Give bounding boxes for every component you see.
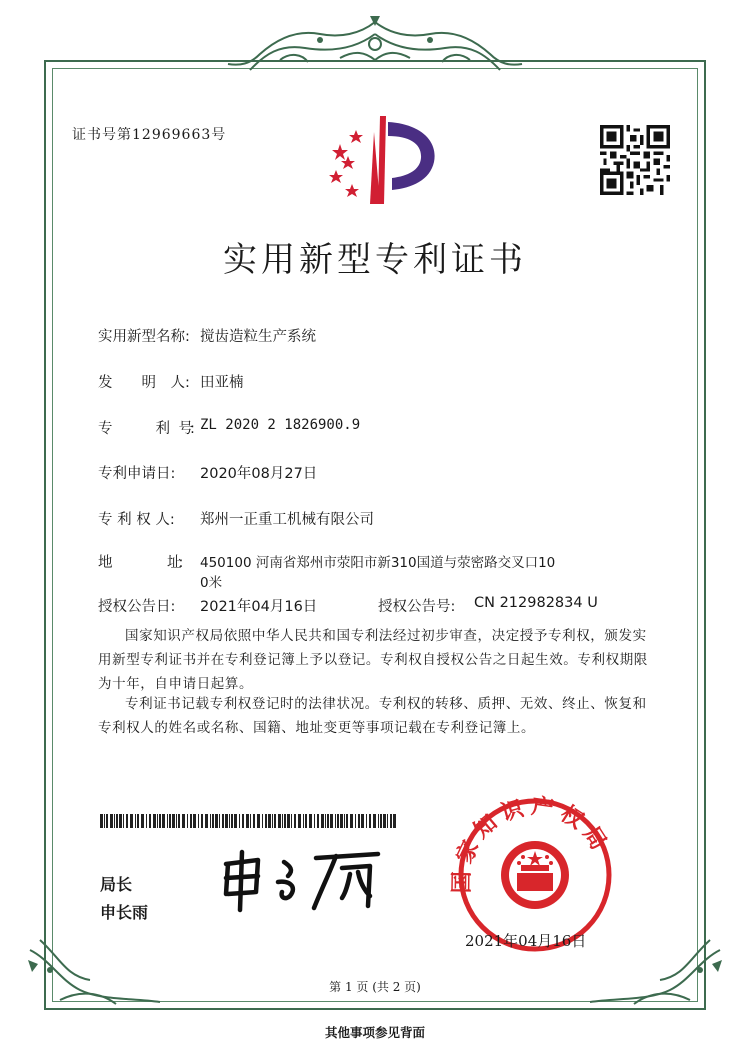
patent-office-logo-icon [322, 112, 442, 208]
field-value-name: 搅齿造粒生产系统 [200, 329, 316, 345]
field-label-name: 实用新型名称: [98, 329, 190, 345]
field-value-address: 450100 河南省郑州市荥阳市新310国道与荥密路交叉口10 [200, 555, 556, 571]
top-ornament-icon [220, 14, 530, 84]
director-name: 申长雨 [100, 903, 149, 922]
handwritten-signature [218, 848, 388, 914]
certificate-number: 证书号第12969663号 [72, 127, 227, 143]
field-label-filing-date: 专利申请日: [98, 466, 176, 482]
qr-code [600, 125, 670, 195]
field-value-address-cont: 0米 [200, 575, 223, 591]
footer-note: 其他事项参见背面 [324, 1025, 425, 1040]
field-label-inventor: 发 明 人: [98, 375, 190, 391]
field-value-patent-no: ZL 2020 2 1826900.9 [200, 417, 361, 433]
field-label-grant-date: 授权公告日: [98, 599, 176, 615]
field-value-inventor: 田亚楠 [200, 375, 244, 391]
seal-text: 国家知识产权局 [449, 795, 615, 894]
field-label-patent-no: 专 利 号: [98, 421, 192, 437]
field-label-address: 地 址: [98, 555, 181, 571]
grant-pub-no-value: CN 212982834 U [474, 595, 598, 611]
paragraph-grant-notice: 国家知识产权局依照中华人民共和国专利法经过初步审查，决定授予专利权，颁发实用新型专利证书并在专利登记簿上予以登记。专利权自授权公告之日起生效。专利权期限为十年，自申请日起算。 [98, 628, 648, 692]
seal-date: 2021年04月16日 [465, 932, 587, 950]
grant-pub-no-label: 授权公告号: [378, 599, 456, 615]
barcode [100, 814, 396, 828]
paragraph-legal-status: 专利证书记载专利权登记时的法律状况。专利权的转移、质押、无效、终止、恢复和专利权人的姓名或名称、国籍、地址变更等事项记载在专利登记簿上。 [98, 696, 647, 736]
field-value-grant-date: 2021年04月16日 [200, 599, 318, 615]
director-title: 局长 [100, 875, 133, 894]
field-value-filing-date: 2020年08月27日 [200, 466, 318, 482]
field-label-patentee: 专 利 权 人: [98, 512, 175, 528]
certificate-title: 实用新型专利证书 [223, 240, 527, 280]
field-value-patentee: 郑州一正重工机械有限公司 [200, 512, 374, 528]
page-number: 第 1 页 (共 2 页) [329, 980, 421, 994]
